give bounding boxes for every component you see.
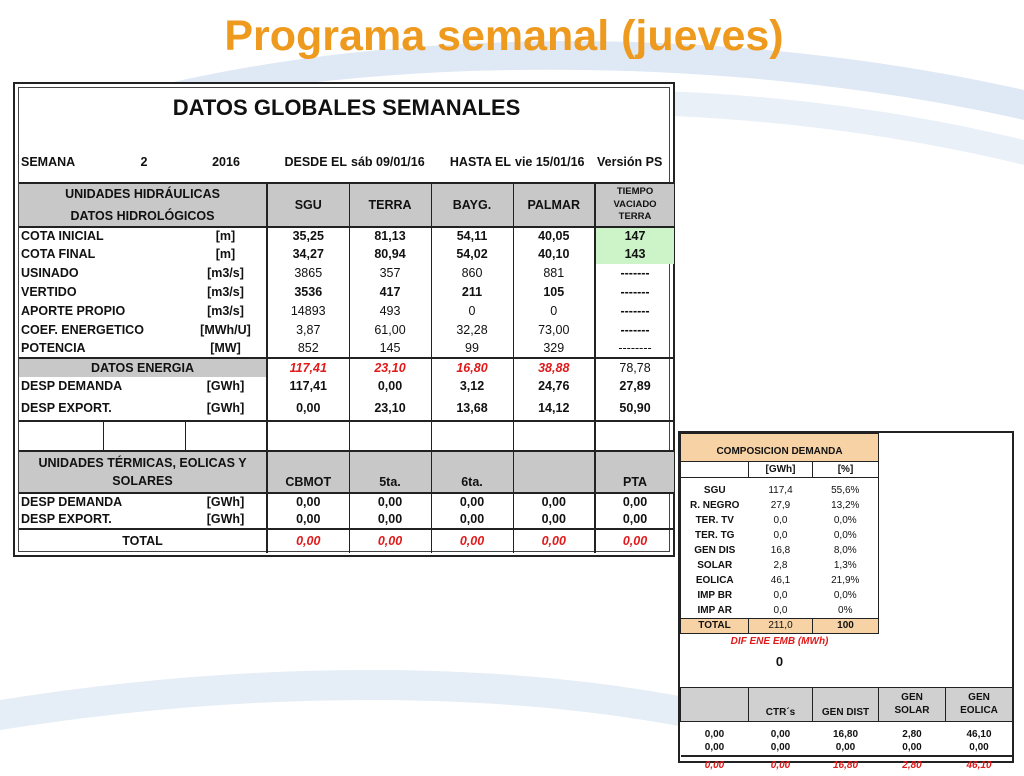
cell: 0 [431, 302, 513, 321]
cell: 2,80 [902, 760, 922, 771]
comp-gwh: 117,4 [768, 485, 793, 496]
gen-eolica-line2: EOLICA [960, 705, 998, 716]
comp-gwh: 27,9 [770, 500, 791, 511]
comp-total-label: TOTAL [681, 619, 749, 634]
cell: 0,00 [704, 760, 725, 771]
tiempo-line1: TIEMPO [616, 185, 654, 197]
col-header-6ta: 6ta. [431, 451, 513, 493]
comp-pct: 0,0% [813, 589, 879, 604]
termicas-header-row [19, 451, 674, 493]
cell: 61,00 [349, 321, 431, 340]
cell: 0,00 [513, 493, 595, 511]
comp-total-row [681, 619, 1013, 634]
cell: 16,80 [832, 728, 859, 740]
table-row [19, 227, 674, 245]
cell: 3,87 [267, 321, 349, 340]
list-item [681, 574, 1013, 589]
cell: 81,13 [349, 227, 431, 245]
comp-label: IMP BR [681, 589, 749, 604]
table-row [19, 340, 674, 358]
desde-label: DESDE EL [284, 155, 347, 170]
table-row [19, 396, 674, 421]
cell: 881 [513, 264, 595, 283]
list-item [681, 529, 1013, 544]
cell: 0,00 [267, 511, 349, 529]
tiempo-cell: 147 [595, 227, 674, 245]
tiempo-cell: 143 [595, 245, 674, 264]
col-header-sgu: SGU [267, 183, 349, 227]
tiempo-cell: ------- [595, 321, 674, 340]
cell: 860 [431, 264, 513, 283]
cell: 54,11 [431, 227, 513, 245]
semana-value: 2 [140, 155, 148, 170]
col-header-blank [513, 451, 595, 493]
cell: 46,10 [966, 728, 992, 740]
cell: 40,10 [513, 245, 595, 264]
table-row [19, 377, 674, 396]
row-label: DESP DEMANDA [21, 379, 123, 394]
row-unit: [m3/s] [207, 285, 244, 300]
col-header-terra: TERRA [349, 183, 431, 227]
total-label: TOTAL [19, 529, 267, 553]
row-unit: [GWh] [206, 379, 245, 394]
cell: 493 [349, 302, 431, 321]
semana-label: SEMANA [21, 155, 76, 170]
comp-label: TER. TG [681, 529, 749, 544]
cell: 0,00 [969, 742, 989, 753]
gen-header-gen-solar [879, 688, 946, 722]
row-unit: [m] [185, 227, 267, 245]
cell: 329 [513, 340, 595, 358]
cell: 0,00 [595, 493, 674, 511]
cell: 73,00 [513, 321, 595, 340]
energia-label: DATOS ENERGIA [19, 358, 267, 377]
cell: 117,41 [267, 358, 349, 377]
cell: 34,27 [267, 245, 349, 264]
cell: 40,05 [513, 227, 595, 245]
cell: 54,02 [431, 245, 513, 264]
page-title: Programa semanal (jueves) [224, 12, 784, 60]
cell: 0,00 [513, 511, 595, 529]
gen-header-blank [681, 688, 749, 722]
comp-total-pct: 100 [813, 619, 879, 634]
comp-pct: 0,0% [813, 514, 879, 529]
cell: 417 [349, 283, 431, 302]
comp-gwh: 0,0 [773, 590, 788, 601]
cell: 80,94 [349, 245, 431, 264]
comp-gwh: 46,1 [770, 575, 791, 586]
cell: 24,76 [513, 377, 595, 396]
row-unit: [GWh] [206, 400, 245, 415]
cell: 3,12 [431, 377, 513, 396]
col-header-palmar: PALMAR [513, 183, 595, 227]
cell: 0,00 [431, 493, 513, 511]
cell: 16,80 [832, 760, 859, 771]
tiempo-cell: ------- [595, 302, 674, 321]
tiempo-cell: -------- [595, 340, 674, 358]
comp-gwh: 0,0 [773, 515, 788, 526]
unit-pct: [%] [813, 462, 879, 478]
comp-total-gwh: 211,0 [749, 619, 813, 634]
comp-gwh: 2,8 [773, 560, 788, 571]
tiempo-cell: ------- [595, 264, 674, 283]
cell: 357 [349, 264, 431, 283]
gen-header-row [681, 688, 1013, 722]
comp-gwh: 0,0 [773, 530, 788, 541]
table-row [681, 728, 1013, 742]
cell: 3865 [267, 264, 349, 283]
termicas-header-line2: SOLARES [112, 474, 173, 488]
cell: 0,00 [770, 760, 791, 771]
comp-pct: 21,9% [813, 574, 879, 589]
comp-pct: 13,2% [813, 499, 879, 514]
row-unit: [GWh] [185, 493, 267, 511]
cell: 0,00 [704, 728, 725, 740]
cell: 0,00 [770, 742, 791, 753]
dif-ene-value: 0 [775, 654, 784, 669]
table-row [19, 302, 674, 321]
composicion-title: COMPOSICION DEMANDA [681, 434, 879, 462]
cell: 99 [431, 340, 513, 358]
cell: 0,00 [349, 511, 431, 529]
cell: 35,25 [267, 227, 349, 245]
cell: 0,00 [902, 742, 922, 753]
comp-label: IMP AR [681, 604, 749, 619]
tiempo-line3: TERRA [618, 211, 652, 223]
cell: 2,80 [902, 728, 922, 740]
cell: 13,68 [431, 396, 513, 421]
tiempo-line2: VACIADO [613, 198, 657, 210]
cell: 0,00 [770, 728, 791, 740]
list-item [681, 514, 1013, 529]
cell: 46,10 [966, 760, 992, 771]
version-label: Versión [597, 155, 643, 170]
tiempo-cell: 78,78 [595, 358, 674, 377]
energia-row [19, 358, 674, 377]
cell: 0,00 [267, 529, 349, 553]
comp-pct: 55,6% [813, 484, 879, 499]
comp-pct: 0,0% [813, 529, 879, 544]
row-unit: [m] [215, 247, 236, 262]
comp-label: SOLAR [681, 559, 749, 574]
comp-gwh: 16,8 [770, 545, 791, 556]
table-row [19, 245, 674, 264]
cell: 23,10 [349, 358, 431, 377]
spacer-row [19, 421, 674, 451]
comp-label: R. NEGRO [681, 499, 749, 514]
cell: 0,00 [431, 511, 513, 529]
hidro-header-line1: UNIDADES HIDRÁULICAS [65, 186, 220, 201]
desde-value: sáb 09/01/16 [351, 155, 425, 170]
version-value: PS [645, 155, 663, 170]
unit-gwh: [GWh] [749, 462, 813, 478]
col-header-pta: PTA [595, 451, 674, 493]
row-label: DESP EXPORT. [21, 400, 112, 415]
cell: 0,00 [349, 529, 431, 553]
cell: 852 [267, 340, 349, 358]
comp-label: GEN DIS [681, 544, 749, 559]
cell: 0,00 [267, 493, 349, 511]
comp-pct: 1,3% [813, 559, 879, 574]
comp-pct: 8,0% [813, 544, 879, 559]
hidro-header-row [19, 183, 674, 227]
cell: 117,41 [267, 377, 349, 396]
cell: 23,10 [349, 396, 431, 421]
cell: 0,00 [349, 377, 431, 396]
cell: 0,00 [349, 493, 431, 511]
hasta-value: vie 15/01/16 [515, 155, 585, 170]
hidro-header [19, 183, 267, 227]
comp-label: SGU [681, 484, 749, 499]
row-label: COEF. ENERGETICO [21, 323, 144, 338]
comp-pct: 0% [813, 604, 879, 619]
list-item [681, 559, 1013, 574]
tiempo-cell: ------- [595, 283, 674, 302]
gen-total-row [681, 756, 1013, 776]
col-header-bayg: BAYG. [431, 183, 513, 227]
row-label: APORTE PROPIO [21, 304, 126, 319]
cell: 105 [513, 283, 595, 302]
row-label: POTENCIA [21, 341, 86, 356]
termicas-header-line1: UNIDADES TÉRMICAS, EOLICAS Y [38, 455, 247, 470]
row-label: USINADO [21, 266, 79, 281]
row-unit: [m3/s] [207, 266, 244, 281]
row-label: COTA INICIAL [19, 227, 185, 245]
datos-globales-table [19, 88, 674, 553]
cell: 38,88 [513, 358, 595, 377]
gen-solar-line1: GEN [901, 692, 923, 703]
gen-header-ctrs: CTR´s [749, 688, 813, 722]
cell: 0,00 [704, 742, 725, 753]
cell: 0,00 [267, 396, 349, 421]
total-row [19, 529, 674, 553]
table-row [19, 283, 674, 302]
comp-gwh: 0,0 [773, 604, 788, 616]
col-header-cbmot: CBMOT [267, 451, 349, 493]
list-item [681, 589, 1013, 604]
cell: 0,00 [835, 742, 856, 753]
list-item [681, 484, 1013, 499]
cell: 211 [431, 283, 513, 302]
hidro-header-line2: DATOS HIDROLÓGICOS [70, 209, 215, 223]
info-row [19, 150, 674, 175]
composicion-demanda-table [680, 433, 1013, 776]
cell: 0,00 [513, 529, 595, 553]
cell: 14,12 [513, 396, 595, 421]
tiempo-cell: 50,90 [595, 396, 674, 421]
gen-header-gen-dist: GEN DIST [813, 688, 879, 722]
row-label: DESP EXPORT. [21, 512, 112, 527]
sheet-frame [18, 87, 670, 552]
row-label: COTA FINAL [21, 247, 96, 262]
row-unit: [MW] [210, 341, 241, 356]
cell: 0,00 [431, 529, 513, 553]
cell: 145 [349, 340, 431, 358]
cell: 0 [513, 302, 595, 321]
row-unit: [MWh/U] [200, 323, 251, 338]
dif-ene-label: DIF ENE EMB (MWh) [730, 635, 829, 647]
cell: 3536 [267, 283, 349, 302]
table-row [19, 511, 674, 529]
comp-label: EOLICA [681, 574, 749, 589]
tiempo-cell: 27,89 [595, 377, 674, 396]
table-row [19, 493, 674, 511]
gen-solar-line2: SOLAR [894, 705, 930, 716]
row-label: DESP DEMANDA [19, 493, 185, 511]
list-item [681, 604, 1013, 619]
termicas-header [19, 451, 267, 493]
table-row [681, 742, 1013, 756]
list-item [681, 544, 1013, 559]
composicion-demanda-panel [678, 431, 1014, 771]
cell: 16,80 [431, 358, 513, 377]
col-header-tiempo-vaciado [595, 183, 674, 227]
table-row [19, 321, 674, 340]
cell: 32,28 [431, 321, 513, 340]
row-unit: [GWh] [206, 512, 245, 527]
year-value: 2016 [212, 155, 240, 170]
col-header-5ta: 5ta. [349, 451, 431, 493]
row-label: VERTIDO [21, 285, 77, 300]
sheet-heading: DATOS GLOBALES SEMANALES [172, 95, 521, 120]
table-row [19, 264, 674, 283]
row-unit: [m3/s] [207, 304, 244, 319]
list-item [681, 499, 1013, 514]
cell: 0,00 [595, 511, 674, 529]
cell: 0,00 [595, 529, 674, 553]
version-cell [595, 150, 674, 175]
comp-label: TER. TV [681, 514, 749, 529]
datos-globales-sheet [13, 82, 675, 557]
hasta-label: HASTA EL [449, 155, 511, 170]
gen-header-gen-eolica [946, 688, 1013, 722]
cell: 14893 [267, 302, 349, 321]
gen-eolica-line1: GEN [968, 692, 990, 703]
